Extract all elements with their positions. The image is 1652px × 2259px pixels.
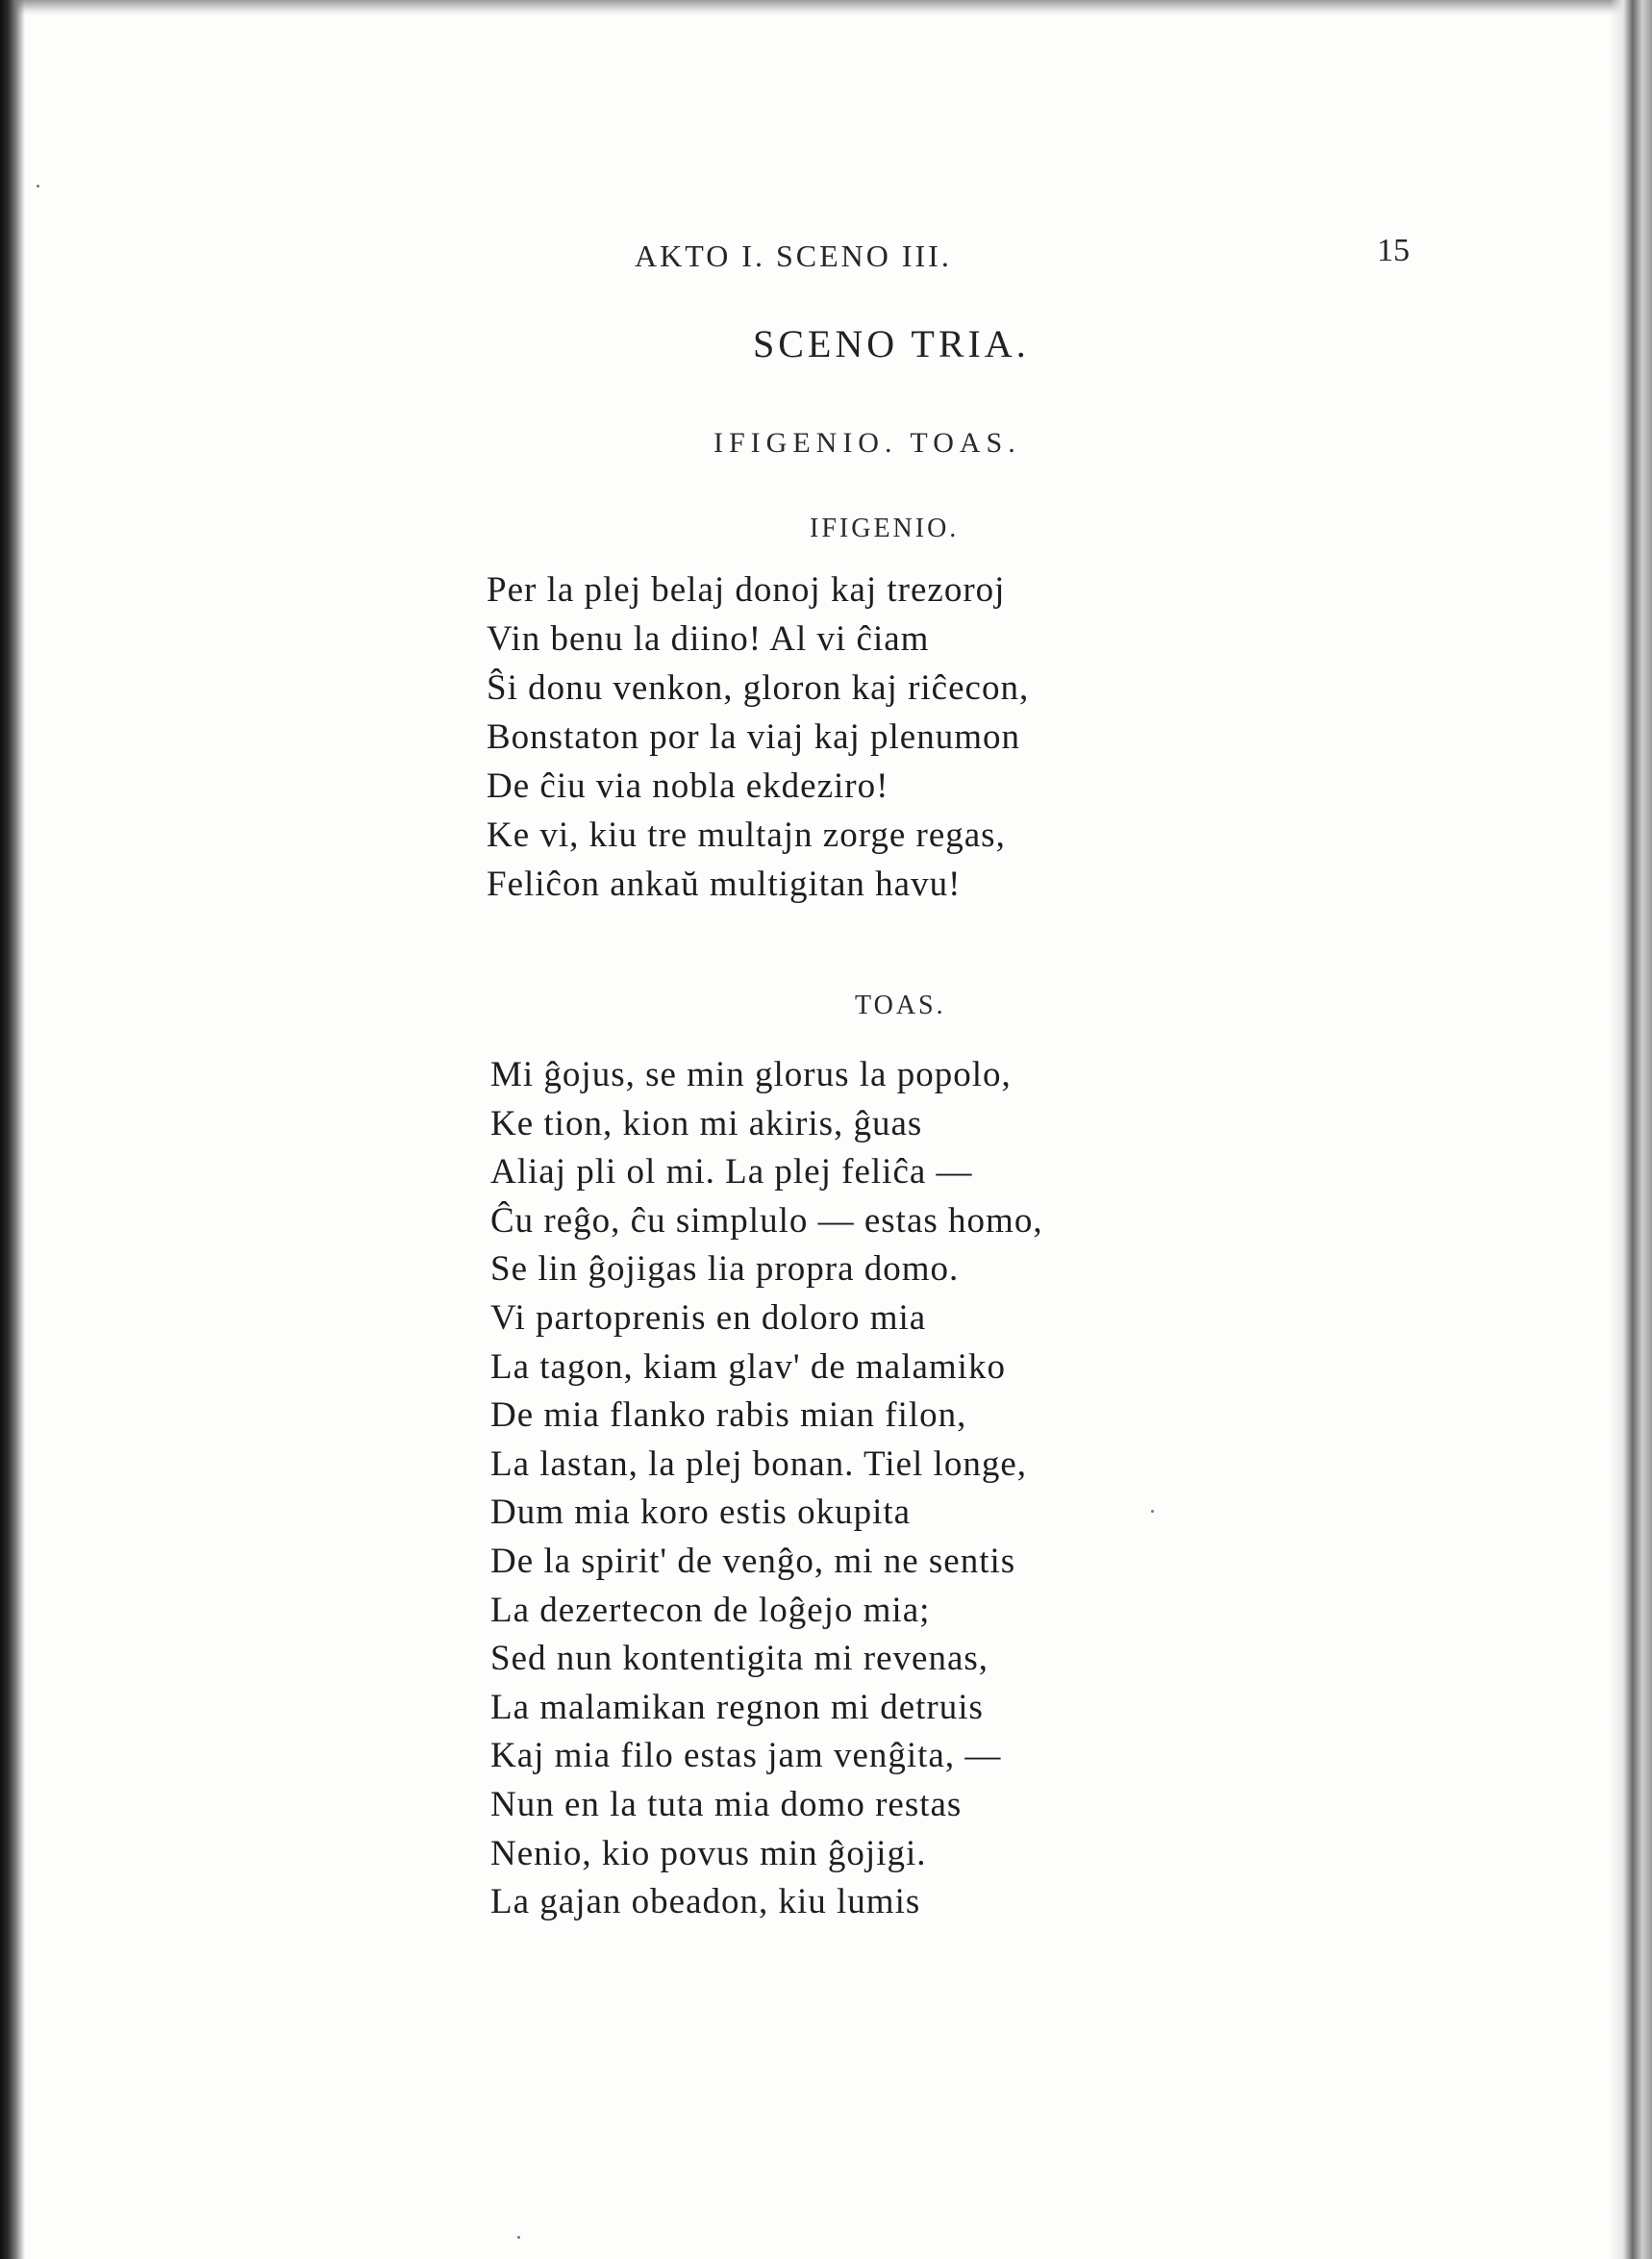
verse-line: La dezertecon de loĝejo mia; <box>490 1590 931 1630</box>
verse-line: Ke vi, kiu tre multajn zorge regas, <box>487 816 1006 855</box>
verse-line: La lastan, la plej bonan. Tiel longe, <box>490 1443 1027 1484</box>
verse-line: Per la plej belaj donoj kaj trezoroj <box>487 570 1006 610</box>
scene-title: SCENO TRIA. <box>753 322 1030 365</box>
verse-line: Feliĉon ankaŭ multigitan havu! <box>487 865 962 904</box>
verse-line: Kaj mia filo estas jam venĝita, — <box>490 1736 1002 1776</box>
scan-edge-left <box>0 0 25 2259</box>
verse-line: Sed nun kontentigita mi revenas, <box>490 1639 989 1679</box>
verse-line: Aliaj pli ol mi. La plej feliĉa — <box>490 1152 973 1192</box>
verse-line: De ĉiu via nobla ekdeziro! <box>487 766 889 806</box>
verse-line: Nenio, kio povus min ĝojigi. <box>490 1833 927 1873</box>
scan-speck <box>517 2236 520 2239</box>
verse-line: Vi partoprenis en doloro mia <box>490 1297 927 1338</box>
speaker-name: IFIGENIO. <box>810 514 960 543</box>
verse-line: Ke tion, kion mi akiris, ĝuas <box>490 1103 923 1143</box>
verse-line: De la spirit' de venĝo, mi ne sentis <box>490 1541 1016 1581</box>
verse-line: De mia flanko rabis mian filon, <box>490 1395 967 1436</box>
verse-line: La tagon, kiam glav' de malamiko <box>490 1346 1006 1387</box>
verse-line: Ĉu reĝo, ĉu simplulo — estas homo, <box>490 1200 1043 1241</box>
verse-line: Ŝi donu venkon, gloron kaj riĉecon, <box>487 668 1030 708</box>
speaker-name: TOAS. <box>855 991 946 1020</box>
running-head: AKTO I. SCENO III. <box>635 238 952 273</box>
verse-line: Mi ĝojus, se min glorus la popolo, <box>490 1055 1012 1094</box>
scene-persons: IFIGENIO. TOAS. <box>713 427 1021 459</box>
verse-line: Nun en la tuta mia domo restas <box>490 1784 963 1824</box>
verse-line: Vin benu la diino! Al vi ĉiam <box>487 619 930 659</box>
verse-line: Se lin ĝojigas lia propra domo. <box>490 1249 960 1290</box>
verse-line: Dum mia koro estis okupita <box>490 1493 912 1533</box>
verse-block <box>490 1051 1043 1927</box>
scan-speck <box>37 185 39 188</box>
scan-edge-right <box>1610 0 1652 2259</box>
page-number: 15 <box>1377 233 1410 268</box>
verse-block <box>487 565 1029 909</box>
scan-edge-top <box>0 0 1652 15</box>
verse-line: La gajan obeadon, kiu lumis <box>490 1882 921 1922</box>
scan-speck <box>1151 1510 1154 1513</box>
verse-line: Bonstaton por la viaj kaj plenumon <box>487 717 1020 757</box>
verse-line: La malamikan regnon mi detruis <box>490 1687 984 1727</box>
